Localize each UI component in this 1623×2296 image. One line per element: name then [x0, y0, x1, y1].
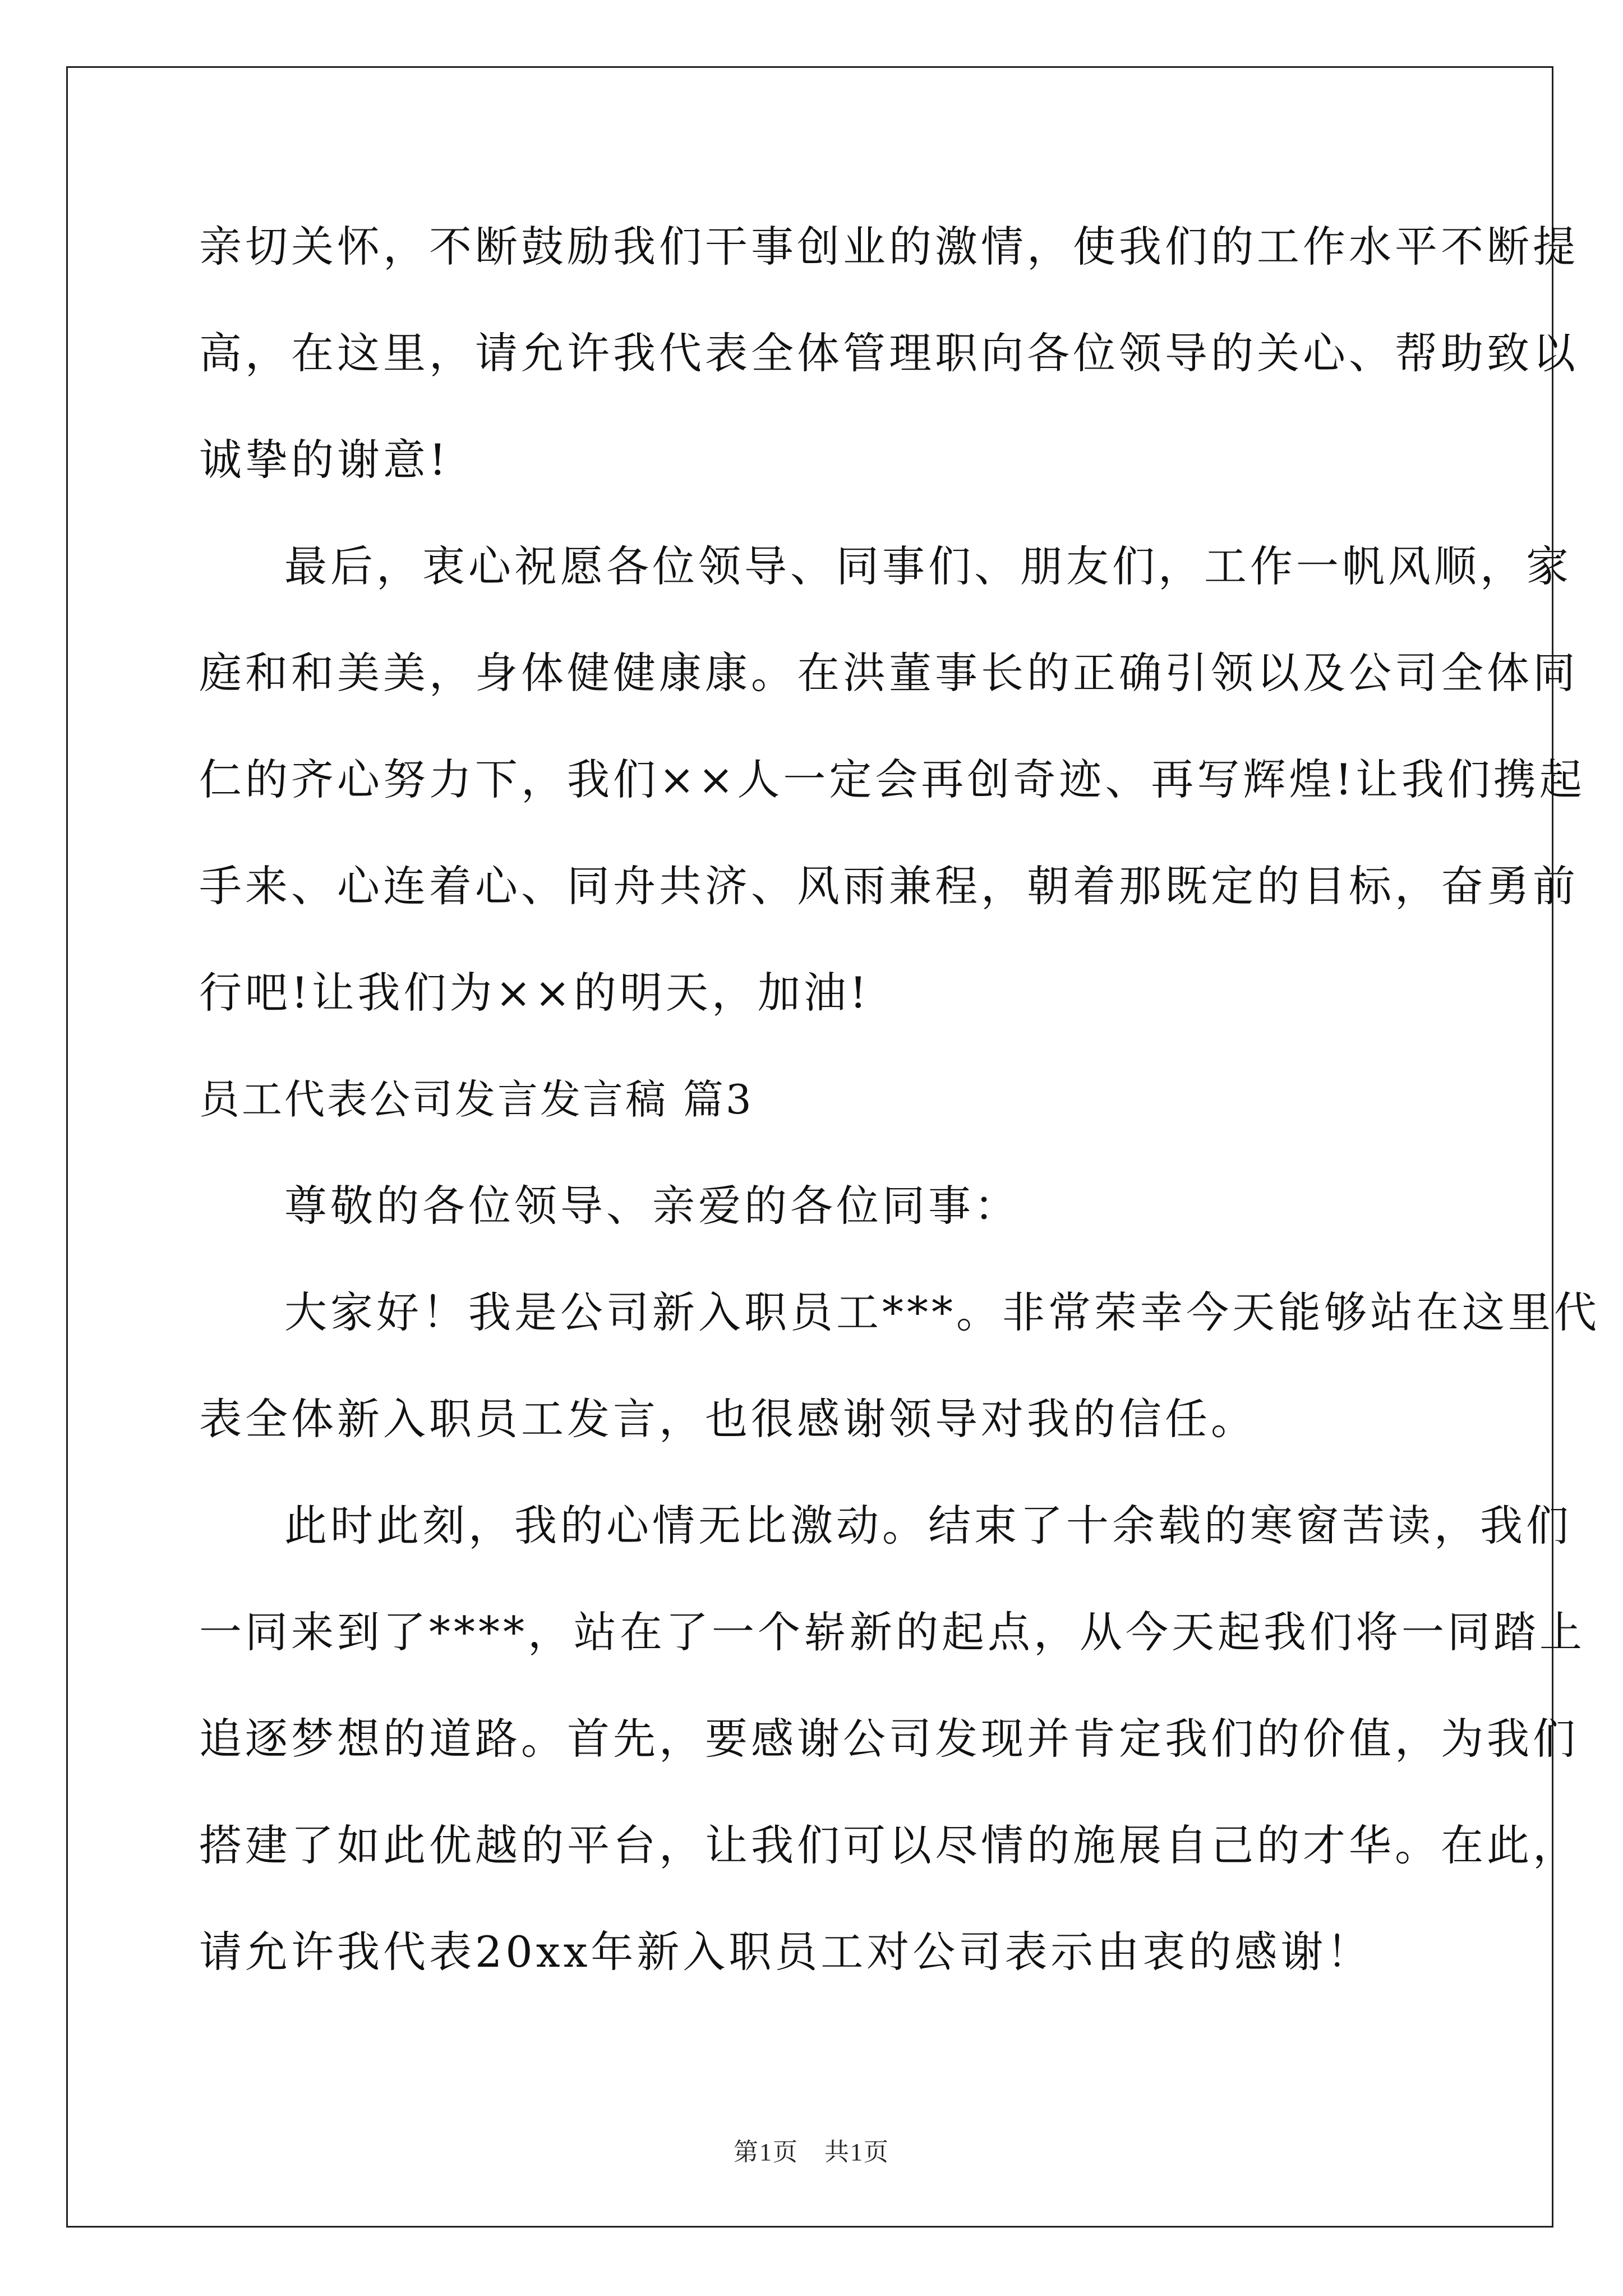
paragraph-line: 此时此刻，我的心情无比激动。结束了十余载的寒窗苦读，我们: [284, 1501, 1572, 1550]
paragraph-line: 亲切关怀，不断鼓励我们干事创业的激情，使我们的工作水平不断提: [199, 222, 1579, 272]
section-heading: 员工代表公司发言发言稿 篇3: [199, 1076, 754, 1123]
paragraph-line: 手来、心连着心、同舟共济、风雨兼程，朝着那既定的目标，奋勇前: [199, 861, 1579, 911]
paragraph-line: 大家好！我是公司新入职员工***。非常荣幸今天能够站在这里代: [284, 1287, 1600, 1337]
paragraph-line: 追逐梦想的道路。首先，要感谢公司发现并肯定我们的价值，为我们: [199, 1714, 1579, 1764]
document-body: [199, 194, 1600, 2005]
paragraph-line: 表全体新入职员工发言，也很感谢领导对我的信任。: [199, 1394, 1257, 1444]
paragraph-line: 庭和和美美，身体健健康康。在洪董事长的正确引领以及公司全体同: [199, 648, 1579, 698]
paragraph-line: 请允许我代表20xx年新入职员工对公司表示由衷的感谢！: [199, 1927, 1373, 1977]
paragraph-line: 诚挚的谢意!: [199, 435, 450, 485]
paragraph-line: 最后，衷心祝愿各位领导、同事们、朋友们，工作一帆风顺，家: [284, 541, 1572, 591]
paragraph-line: 高，在这里，请允许我代表全体管理职向各位领导的关心、帮助致以: [199, 328, 1579, 378]
paragraph-line: 仁的齐心努力下，我们××人一定会再创奇迹、再写辉煌!让我们携起: [199, 754, 1585, 804]
paragraph-line: 一同来到了****，站在了一个崭新的起点，从今天起我们将一同踏上: [199, 1607, 1585, 1657]
paragraph-line: 搭建了如此优越的平台，让我们可以尽情的施展自己的才华。在此，: [199, 1820, 1579, 1870]
page-footer: 第1页 共1页: [734, 2138, 889, 2166]
salutation-line: 尊敬的各位领导、亲爱的各位同事：: [284, 1181, 1020, 1231]
paragraph-line: 行吧!让我们为××的明天，加油!: [199, 968, 870, 1018]
